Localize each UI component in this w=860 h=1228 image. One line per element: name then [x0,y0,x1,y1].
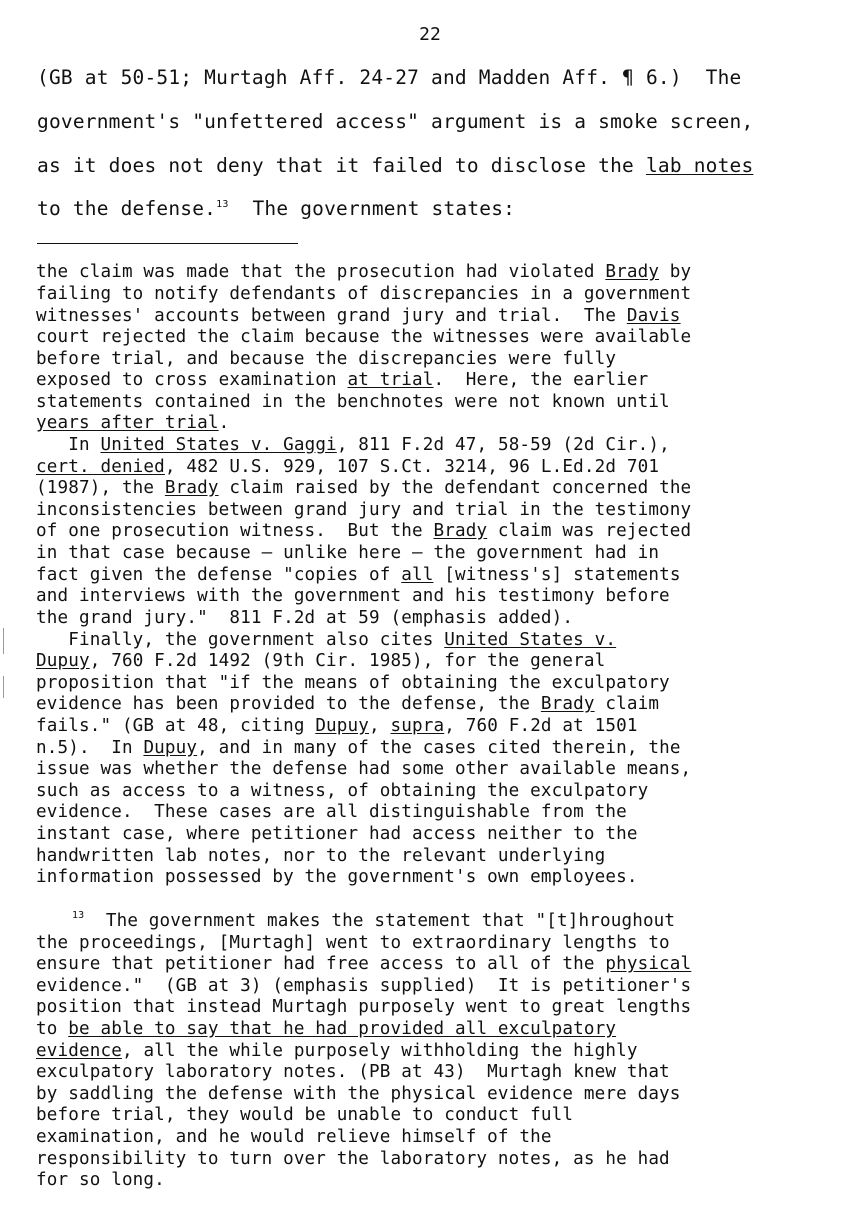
body-line: government's "unfettered access" argument is a smoke screen, [37,110,754,133]
footnote-line: statements contained in the benchnotes were not known until [36,392,670,412]
footnote-line: the proceedings, [Murtagh] went to extraordinary lengths to [36,933,670,953]
footnote-line: evidence." (GB at 3) (emphasis supplied) It is petitioner's [36,976,692,996]
footnote-line: before trial, and because the discrepancies were fully [36,349,617,369]
footnote-line: inconsistencies between grand jury and trial in the testimony [36,500,692,520]
footnote-line: exposed to cross examination at trial. Here, the earlier [36,370,649,390]
footnote-line: fails." (GB at 48, citing Dupuy, supra, 760 F.2d at 1501 [36,716,638,736]
footnote-line: handwritten lab notes, nor to the relevant underlying [36,846,606,866]
footnote-line: the claim was made that the prosecution had violated Brady by [36,262,692,282]
footnote-line: failing to notify defendants of discrepancies in a government [36,284,692,304]
footnote-13-first-line: $^{13}$ The government makes the statement that "[t]hroughout [72,910,676,931]
footnote-line: proposition that "if the means of obtaining the exculpatory [36,673,670,693]
scan-artifact [3,628,4,654]
footnote-divider [37,243,298,244]
body-line: (GB at 50-51; Murtagh Aff. 24-27 and Madden Aff. ¶ 6.) The [37,66,742,89]
footnote-line: Finally, the government also cites United States v. [36,630,617,650]
footnote-line: to be able to say that he had provided all exculpatory [36,1019,617,1039]
footnote-line: for so long. [36,1170,165,1190]
footnote-line: examination, and he would relieve himself of the [36,1127,552,1147]
footnote-line: of one prosecution witness. But the Brady claim was rejected [36,521,692,541]
footnote-line: instant case, where petitioner had access neither to the [36,824,638,844]
footnote-line: ensure that petitioner had free access to all of the physical [36,954,692,974]
footnote-line: cert. denied, 482 U.S. 929, 107 S.Ct. 3214, 96 L.Ed.2d 701 [36,457,660,477]
footnote-line: information possessed by the government's own employees. [36,867,638,887]
footnote-line: evidence, all the while purposely withholding the highly [36,1041,638,1061]
footnote-line: (1987), the Brady claim raised by the defendant concerned the [36,478,692,498]
footnote-line: court rejected the claim because the witnesses were available [36,327,692,347]
page-number: 22 [419,24,441,45]
footnote-line: fact given the defense "copies of all [witness's] statements [36,565,681,585]
footnote-line: before trial, they would be unable to conduct full [36,1105,574,1125]
footnote-line: evidence. These cases are all distinguishable from the [36,802,627,822]
footnote-line: by saddling the defense with the physical evidence mere days [36,1084,681,1104]
footnote-line: responsibility to turn over the laboratory notes, as he had [36,1149,670,1169]
footnote-line: Dupuy, 760 F.2d 1492 (9th Cir. 1985), for the general [36,651,606,671]
footnote-line: exculpatory laboratory notes. (PB at 43) Murtagh knew that [36,1062,670,1082]
footnote-line: such as access to a witness, of obtaining the exculpatory [36,781,649,801]
underlined-term: lab notes [645,154,754,177]
footnote-line: and interviews with the government and his testimony before [36,586,670,606]
scan-artifact [3,676,4,698]
footnote-line: witnesses' accounts between grand jury and trial. The Davis [36,306,681,326]
footnote-line: In United States v. Gaggi, 811 F.2d 47, 58-59 (2d Cir.), [36,435,670,455]
body-line: to the defense.$^{13}$ The government states: [37,197,516,220]
footnote-line: position that instead Murtagh purposely went to great lengths [36,997,692,1017]
footnote-line: n.5). In Dupuy, and in many of the cases cited therein, the [36,738,681,758]
footnote-reference: 13 [216,199,229,210]
footnote-marker: 13 [72,910,85,921]
body-line: as it does not deny that it failed to disclose the lab notes [37,154,754,177]
footnote-line: issue was whether the defense had some other available means, [36,759,692,779]
footnote-line: the grand jury." 811 F.2d at 59 (emphasis added). [36,608,574,628]
footnote-line: evidence has been provided to the defense, the Brady claim [36,694,660,714]
footnote-line: years after trial. [36,413,230,433]
footnote-line: in that case because — unlike here — the government had in [36,543,660,563]
